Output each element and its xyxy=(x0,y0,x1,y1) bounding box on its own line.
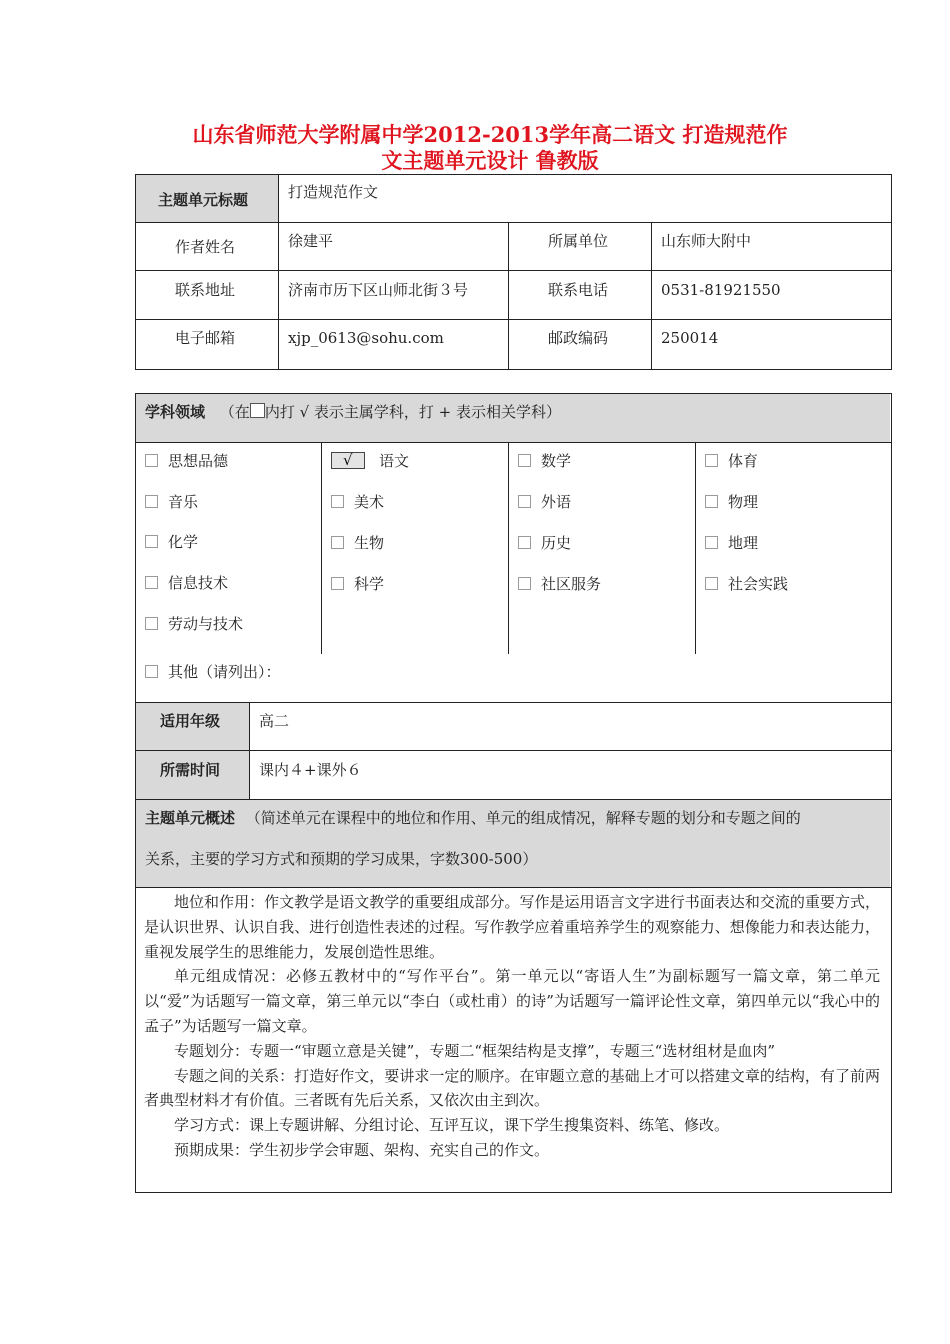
subject-hint-post: 内打 √ 表示主属学科，打 + 表示相关学科） xyxy=(264,403,562,421)
subject-name: 音乐 xyxy=(168,493,199,511)
subject-name: 科学 xyxy=(354,575,385,593)
author-value: 徐建平 xyxy=(288,232,334,250)
info-col-divider xyxy=(508,222,509,370)
checkbox-icon[interactable] xyxy=(518,536,531,549)
subject-name: 物理 xyxy=(728,493,759,511)
zip-value: 250014 xyxy=(661,329,719,347)
subject-name: 生物 xyxy=(354,534,385,552)
overview-hint-2: 关系，主要的学习方式和预期的学习成果，字数300-500） xyxy=(145,850,538,868)
subject-name: 思想品德 xyxy=(168,452,229,470)
info-row-divider xyxy=(135,222,892,223)
subject-name: 数学 xyxy=(541,452,572,470)
hint-box-icon xyxy=(250,403,265,418)
document-title xyxy=(130,122,850,174)
subject-name: 社会实践 xyxy=(728,575,789,593)
subject-checkbox-math[interactable] xyxy=(518,451,571,471)
overview-paragraph: 预期成果：学生初步学会审题、架构、充实自己的作文。 xyxy=(174,1140,550,1159)
subject-name: 历史 xyxy=(541,534,572,552)
subject-name: 外语 xyxy=(541,493,572,511)
row-divider xyxy=(135,442,892,443)
author-label: 作者姓名 xyxy=(175,238,236,256)
grade-label: 适用年级 xyxy=(160,712,221,730)
subject-col-divider xyxy=(508,442,509,654)
subject-checkbox-history[interactable] xyxy=(518,533,571,553)
checkbox-icon[interactable] xyxy=(145,665,158,678)
theme-value: 打造规范作文 xyxy=(288,183,379,201)
subject-col-divider xyxy=(321,442,322,654)
subject-hint-pre: （在 xyxy=(219,403,250,421)
overview-paragraph: 专题之间的关系：打造好作文，要讲求一定的顺序。在审题立意的基础上才可以搭建文章的结构，有了前两者典型材料才有价值。三者既有先后关系，又依次由主到次。 xyxy=(144,1066,880,1110)
overview-hint-1: （简述单元在课程中的地位和作用、单元的组成情况，解释专题的划分和专题之间的 xyxy=(245,809,801,827)
email-value: xjp_0613@sohu.com xyxy=(288,329,444,347)
info-row-divider xyxy=(135,319,892,320)
row-divider xyxy=(135,887,892,888)
checkbox-icon[interactable] xyxy=(145,576,158,589)
overview-label: 主题单元概述 xyxy=(145,809,236,827)
subject-name: 劳动与技术 xyxy=(168,615,244,633)
subject-col-divider xyxy=(695,442,696,654)
subject-checkbox-other[interactable] xyxy=(145,662,281,682)
checkbox-icon[interactable] xyxy=(705,495,718,508)
subject-checkbox-physics[interactable] xyxy=(705,492,758,512)
subject-checkbox-chemistry[interactable] xyxy=(145,532,198,552)
subject-checkbox-ideology[interactable] xyxy=(145,451,228,471)
checkbox-icon[interactable] xyxy=(331,536,344,549)
theme-label: 主题单元标题 xyxy=(158,191,249,209)
overview-paragraph: 单元组成情况：必修五教材中的“写作平台”。第一单元以“寄语人生”为副标题写一篇文章，第二单元以“爱”为话题写一篇文章，第三单元以“李白（或杜甫）的诗”为话题写一篇评论性文章，第四单元以“我心中的孟子”为话题写一篇文章。 xyxy=(144,967,880,1035)
subject-name: 信息技术 xyxy=(168,574,229,592)
overview-paragraph: 地位和作用：作文教学是语文教学的重要组成部分。写作是运用语言文字进行书面表达和交流的重要方式，是认识世界、认识自我、进行创造性表述的过程。写作教学应着重培养学生的观察能力、想像能力和表达能力，重视发展学生的思维能力，发展创造性思维。 xyxy=(144,893,880,961)
overview-header-line-1 xyxy=(145,808,801,828)
subject-checkbox-geography[interactable] xyxy=(705,533,758,553)
subject-checkbox-biology[interactable] xyxy=(331,533,384,553)
subject-checkbox-science[interactable] xyxy=(331,574,384,594)
info-col-divider xyxy=(651,222,652,370)
subject-checkbox-social-practice[interactable] xyxy=(705,574,788,594)
subject-checkbox-music[interactable] xyxy=(145,492,198,512)
checkbox-icon[interactable] xyxy=(705,454,718,467)
checkbox-icon[interactable] xyxy=(705,536,718,549)
info-row-divider xyxy=(135,270,892,271)
phone-label: 联系电话 xyxy=(548,281,609,299)
overview-paragraph: 专题划分：专题一“审题立意是关键”，专题二“框架结构是支撑”，专题三“选材组材是血肉” xyxy=(174,1041,776,1060)
subject-name: 地理 xyxy=(728,534,759,552)
subject-checkbox-art[interactable] xyxy=(331,492,384,512)
overview-body xyxy=(144,890,880,1163)
title-line-1: 山东省师范大学附属中学2012-2013学年高二语文 打造规范作 xyxy=(192,122,788,147)
checkbox-icon[interactable] xyxy=(145,454,158,467)
subject-checkbox-community-service[interactable] xyxy=(518,574,601,594)
zip-label: 邮政编码 xyxy=(548,329,609,347)
time-value: 课内４+课外６ xyxy=(259,761,362,779)
unit-label: 所属单位 xyxy=(548,232,609,250)
subject-checkbox-chinese[interactable] xyxy=(331,451,409,471)
subject-checkbox-it[interactable] xyxy=(145,573,228,593)
subject-name: 语文 xyxy=(379,452,410,470)
subject-header xyxy=(145,402,561,422)
subject-checkbox-foreign-language[interactable] xyxy=(518,492,571,512)
title-line-2: 文主题单元设计 鲁教版 xyxy=(381,148,599,173)
overview-paragraph: 学习方式：课上专题讲解、分组讨论、互评互议，课下学生搜集资料、练笔、修改。 xyxy=(174,1116,730,1135)
checkbox-icon[interactable] xyxy=(705,577,718,590)
subject-name: 其他（请列出）： xyxy=(168,663,281,681)
subject-name: 社区服务 xyxy=(541,575,602,593)
subject-name: 美术 xyxy=(354,493,385,511)
subject-label: 学科领域 xyxy=(145,403,206,421)
phone-value: 0531-81921550 xyxy=(661,281,781,299)
address-value: 济南市历下区山师北街３号 xyxy=(288,281,469,299)
checkbox-icon[interactable] xyxy=(145,495,158,508)
checkbox-icon[interactable] xyxy=(518,454,531,467)
checkbox-icon[interactable] xyxy=(518,577,531,590)
grade-value: 高二 xyxy=(259,712,290,730)
checkbox-icon[interactable] xyxy=(331,495,344,508)
checkbox-icon[interactable] xyxy=(331,577,344,590)
subject-name: 体育 xyxy=(728,452,759,470)
address-label: 联系地址 xyxy=(175,281,236,299)
email-label: 电子邮箱 xyxy=(175,329,236,347)
checkbox-icon[interactable] xyxy=(145,535,158,548)
subject-checkbox-pe[interactable] xyxy=(705,451,758,471)
unit-value: 山东师大附中 xyxy=(661,232,752,250)
subject-checkbox-labor[interactable] xyxy=(145,614,243,634)
checkbox-icon[interactable] xyxy=(145,617,158,630)
time-label: 所需时间 xyxy=(160,761,221,779)
info-col-divider xyxy=(278,174,279,370)
checked-checkbox-icon[interactable] xyxy=(331,452,365,469)
subject-name: 化学 xyxy=(168,533,199,551)
checkbox-icon[interactable] xyxy=(518,495,531,508)
